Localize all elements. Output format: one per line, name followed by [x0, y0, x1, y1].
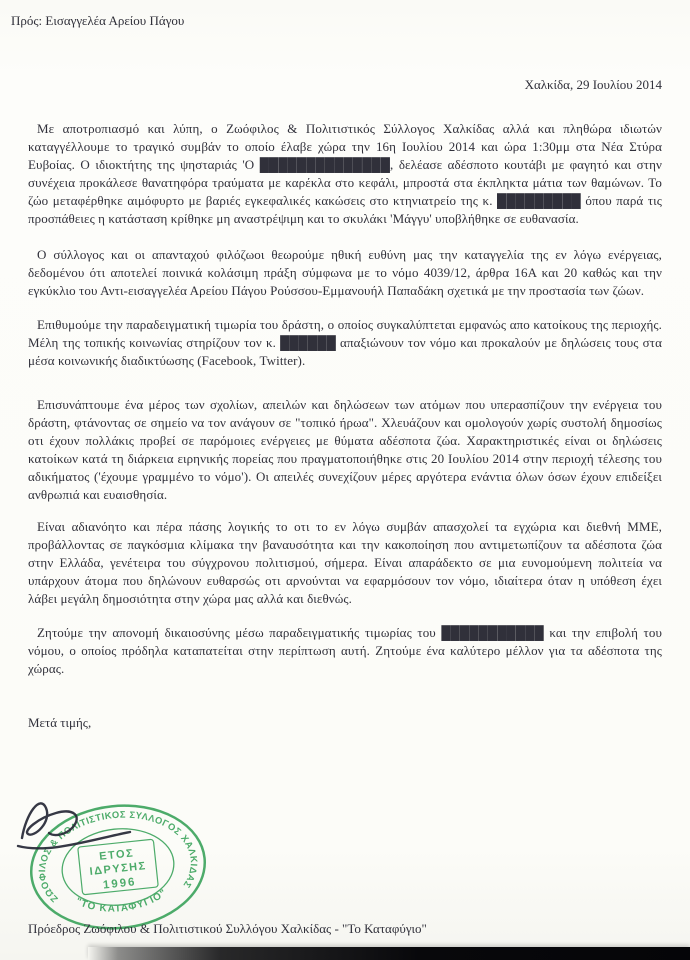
paragraph-1: Με αποτροπιασμό και λύπη, ο Ζωόφιλος & Πολιτιστικός Σύλλογος Χαλκίδας αλλά και πληθώρα ιδιωτών καταγγέλλουμε το τραγικό συμβάν το οποίο έλαβε χώρα την 16η Ιουλίου 2014 και ώρα 1:30μμ στα Νέα Στύρα Ευβοίας. Ο ιδιοκτήτης της ψησταριάς 'Ο ██████████████, δελέασε αδέσποτο κουτάβι με φαγητό και στην συνέχεια προκάλεσε θανατηφόρα τραύματα με καρέκλα στο κεφάλι, μπροστά στα έκπληκτα μάτια των θαμώνων. Το ζώο μεταφέρθηκε αιμόφυρτο με βαριές εγκεφαλικές κακώσεις στο κτηνιατρείο της κ. █████████ όπου παρά τις προσπάθειες η κατάσταση κρίθηκε μη αναστρέψιμη και το σκυλάκι 'Μάγγυ' υποβλήθηκε σε ευθανασία.	[28, 121, 662, 226]
stamp-center-line1: ΕΤΟΣ	[98, 847, 135, 863]
stamp-ring-text-bottom: "ΤΟ ΚΑΤΑΦΥΓΙΟ"	[73, 887, 170, 915]
recipient-line: Πρός: Εισαγγελέα Αρείου Πάγου	[11, 13, 185, 28]
paragraph-6: Ζητούμε την απονομή δικαιοσύνης μέσω παραδειγματικής τιμωρίας του ███████████ και την επιβολή του νόμου, ο οποίος πρόδηλα καταπατείται στην περίπτωση αυτή. Ζητούμε ένα καλύτερο μέλλον για τα αδέσποτα της χώρας.	[28, 625, 662, 676]
stamp-ring-text-top: ΖΩΟΦΙΛΟΣ & ΠΟΛΙΤΙΣΤΙΚΟΣ ΣΥΛΛΟΓΟΣ ΧΑΛΚΙΔΑΣ	[36, 808, 200, 905]
signature	[14, 786, 144, 864]
stamp-center-line3: 1996	[102, 876, 138, 892]
paragraph-2: Ο σύλλογος και οι απανταχού φιλόζωοι θεωρούμε ηθική ευθύνη μας την καταγγελία της εν λόγω ενέργειας, δεδομένου ότι αποτελεί ποινικά κολάσιμη πράξη σύμφωνα με το νόμο 4039/12, άρθρα 16Α και 20 καθώς και την εγκύκλιο του Αντι-εισαγγελέα Αρείου Πάγου Ρούσσου-Εμμανουήλ Παπαδάκη σχετικά με την προστασία των ζώων.	[28, 247, 662, 298]
signature-stroke	[22, 803, 77, 838]
signer-title: Πρόεδρος Ζωόφιλου & Πολιτιστικού Συλλόγου Χαλκίδας - "Το Καταφύγιο"	[28, 921, 427, 936]
paragraph-5: Είναι αδιανόητο και πέρα πάσης λογικής το οτι το εν λόγω συμβάν απασχολεί τα εγχώρια και διεθνή ΜΜΕ, προβάλλοντας σε παγκόσμια κλίμακα την βαναυσότητα και την κακοποίηση που αντιμετωπίζουν τα αδέσποτα ζώα στην Ελλάδα, γενέτειρα του σύγχρονου πολιτισμού, σήμερα. Είναι απαράδεκτο σε μια ευνομούμενη πολιτεία να υπάρχουν άτομα που δηλώνουν ευθαρσώς οτι αρνούνται να εφαρμόσουν τον νόμο, ιδιαίτερα όταν η υπόθεση έχει λάβει μεγάλη δημοσιότητα στην χώρα μας αλλά και διεθνώς.	[28, 519, 662, 606]
stamp-center-line2: ΙΔΡΥΣΗΣ	[89, 860, 148, 878]
paragraph-4: Επισυνάπτουμε ένα μέρος των σχολίων, απειλών και δηλώσεων των ατόμων που υπερασπίζουν την ενέργεια του δράστη, φτάνοντας σε σημείο να τον ανάγουν σε "τοπικό ήρωα". Χλευάζουν και ομολογούν χωρίς συστολή δημοσίως οτι έχουν πολλάκις προβεί σε παρόμοιες ενέργειες με θύματα αδέσποτα ζώα. Χαρακτηριστικές είναι οι δηλώσεις κατοίκων κατά τη διάρκεια ειρηνικής πορείας που πραγματοποιήθηκε στις 20 Ιουλίου 2014 στην περιοχή τέλεσης του αδικήματος ('έχουμε γραμμένο το νόμο'). Οι απειλές συνεχίζουν μέρες αργότερα ενάντια όλων όσων έχουν επιδείξει ανθρωπιά και ευαισθησία.	[28, 397, 662, 502]
paragraph-3: Επιθυμούμε την παραδειγματική τιμωρία του δράστη, ο οποίος συγκαλύπτεται εμφανώς απο κατοίκους της περιοχής. Μέλη της τοπικής κοινωνίας στηρίζουν τον κ. ██████ απαξιώνουν τον νόμο και προκαλούν με δηλώσεις τους στα μέσα κοινωνικής διαδικτύωσης (Facebook, Twitter).	[28, 317, 662, 368]
dateline: Χαλκίδα, 29 Ιουλίου 2014	[524, 77, 662, 92]
svg-text:"ΤΟ ΚΑΤΑΦΥΓΙΟ"	[73, 887, 171, 920]
closing-salutation: Μετά τιμής,	[28, 715, 92, 730]
scan-artifact-strip	[88, 947, 690, 960]
